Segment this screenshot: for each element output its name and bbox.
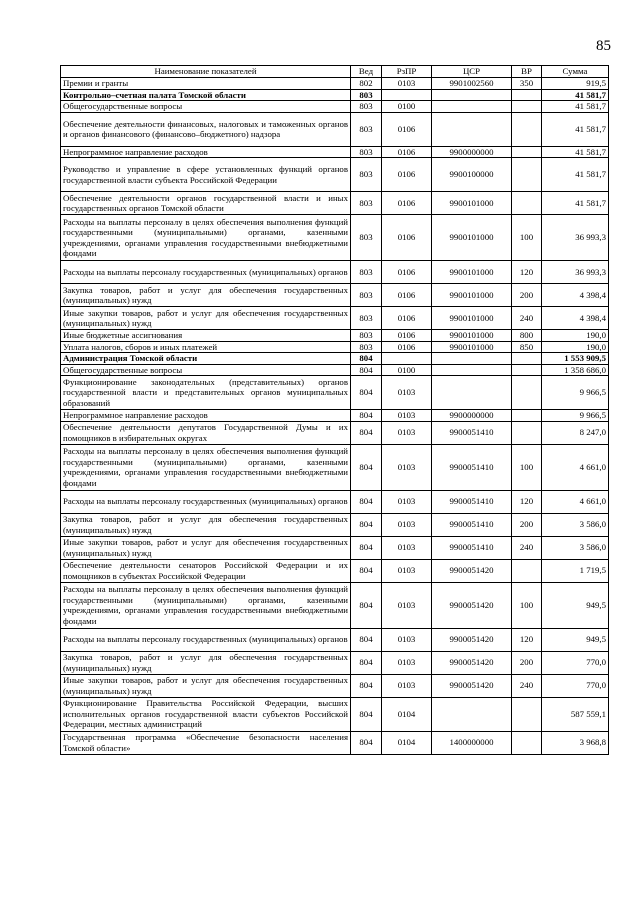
cell-name: Иные бюджетные ассигнования xyxy=(61,330,351,342)
cell-name: Контрольно–счетная палата Томской области xyxy=(61,89,351,101)
table-row xyxy=(61,192,609,215)
cell-ved: 803 xyxy=(351,330,382,342)
table-row xyxy=(61,376,609,410)
header-sum: Сумма xyxy=(542,66,609,78)
cell-vr xyxy=(512,410,542,422)
cell-vr xyxy=(512,101,542,113)
table-header-row xyxy=(61,66,609,78)
cell-csr: 9900101000 xyxy=(432,261,512,284)
cell-sum: 9 966,5 xyxy=(542,376,609,410)
cell-vr: 240 xyxy=(512,307,542,330)
cell-ved: 804 xyxy=(351,376,382,410)
cell-vr: 240 xyxy=(512,674,542,697)
table-row xyxy=(61,307,609,330)
cell-ved: 803 xyxy=(351,215,382,261)
cell-name: Функционирование Правительства Российской Федерации, высших исполнительных органов государственной власти субъектов Российской Федерации, местных администраций xyxy=(61,697,351,731)
cell-sum: 36 993,3 xyxy=(542,215,609,261)
cell-vr: 120 xyxy=(512,261,542,284)
cell-name: Обеспечение деятельности депутатов Государственной Думы и их помощников в избирательных округах xyxy=(61,421,351,444)
cell-name: Закупка товаров, работ и услуг для обеспечения государственных (муниципальных) нужд xyxy=(61,651,351,674)
cell-csr: 1400000000 xyxy=(432,731,512,754)
cell-csr: 9900000000 xyxy=(432,410,512,422)
header-csr: ЦСР xyxy=(432,66,512,78)
table-row xyxy=(61,490,609,513)
cell-sum: 3 586,0 xyxy=(542,513,609,536)
cell-name: Расходы на выплаты персоналу в целях обеспечения выполнения функций государственными (муниципальными) органами, казенными учреждениями, органами управления государственными внебюджетными фондами xyxy=(61,215,351,261)
cell-sum: 949,5 xyxy=(542,582,609,628)
header-ved: Вед xyxy=(351,66,382,78)
cell-ved: 804 xyxy=(351,674,382,697)
cell-vr xyxy=(512,353,542,365)
cell-csr: 9900051410 xyxy=(432,444,512,490)
cell-name: Иные закупки товаров, работ и услуг для обеспечения государственных (муниципальных) нужд xyxy=(61,307,351,330)
cell-ved: 803 xyxy=(351,89,382,101)
cell-csr xyxy=(432,353,512,365)
cell-vr xyxy=(512,731,542,754)
table-row xyxy=(61,89,609,101)
cell-vr xyxy=(512,364,542,376)
table-row xyxy=(61,731,609,754)
cell-vr: 800 xyxy=(512,330,542,342)
cell-name: Общегосударственные вопросы xyxy=(61,364,351,376)
table-row xyxy=(61,513,609,536)
cell-ved: 803 xyxy=(351,307,382,330)
cell-ved: 804 xyxy=(351,513,382,536)
cell-rzpr: 0106 xyxy=(382,341,432,353)
cell-ved: 803 xyxy=(351,112,382,146)
cell-rzpr: 0104 xyxy=(382,731,432,754)
cell-rzpr: 0103 xyxy=(382,421,432,444)
cell-rzpr xyxy=(382,89,432,101)
cell-csr: 9900051420 xyxy=(432,628,512,651)
cell-sum: 41 581,7 xyxy=(542,101,609,113)
cell-rzpr: 0106 xyxy=(382,284,432,307)
cell-ved: 803 xyxy=(351,341,382,353)
cell-rzpr: 0103 xyxy=(382,582,432,628)
cell-sum: 1 719,5 xyxy=(542,559,609,582)
budget-table xyxy=(60,65,609,755)
cell-ved: 804 xyxy=(351,444,382,490)
cell-vr: 100 xyxy=(512,215,542,261)
cell-sum: 770,0 xyxy=(542,651,609,674)
cell-vr xyxy=(512,112,542,146)
header-rzpr: РзПР xyxy=(382,66,432,78)
cell-name: Расходы на выплаты персоналу государственных (муниципальных) органов xyxy=(61,628,351,651)
cell-rzpr xyxy=(382,353,432,365)
cell-sum: 41 581,7 xyxy=(542,192,609,215)
cell-rzpr: 0103 xyxy=(382,444,432,490)
cell-sum: 4 661,0 xyxy=(542,490,609,513)
cell-sum: 4 661,0 xyxy=(542,444,609,490)
table-row xyxy=(61,101,609,113)
cell-csr xyxy=(432,364,512,376)
cell-vr xyxy=(512,421,542,444)
cell-ved: 804 xyxy=(351,410,382,422)
cell-name: Обеспечение деятельности финансовых, налоговых и таможенных органов и органов финансового (финансово–бюджетного) надзора xyxy=(61,112,351,146)
cell-vr xyxy=(512,376,542,410)
cell-ved: 804 xyxy=(351,731,382,754)
table-row xyxy=(61,410,609,422)
cell-rzpr: 0103 xyxy=(382,536,432,559)
cell-rzpr: 0103 xyxy=(382,376,432,410)
table-row xyxy=(61,261,609,284)
cell-csr xyxy=(432,697,512,731)
cell-vr xyxy=(512,192,542,215)
cell-csr: 9900051420 xyxy=(432,651,512,674)
cell-name: Иные закупки товаров, работ и услуг для обеспечения государственных (муниципальных) нужд xyxy=(61,536,351,559)
cell-csr: 9900051420 xyxy=(432,582,512,628)
cell-name: Расходы на выплаты персоналу государственных (муниципальных) органов xyxy=(61,261,351,284)
cell-csr: 9900051410 xyxy=(432,536,512,559)
cell-rzpr: 0106 xyxy=(382,215,432,261)
cell-sum: 587 559,1 xyxy=(542,697,609,731)
table-row xyxy=(61,582,609,628)
cell-vr: 100 xyxy=(512,582,542,628)
cell-ved: 803 xyxy=(351,261,382,284)
cell-rzpr: 0103 xyxy=(382,674,432,697)
cell-csr: 9900051420 xyxy=(432,559,512,582)
cell-sum: 3 968,8 xyxy=(542,731,609,754)
cell-csr xyxy=(432,89,512,101)
cell-vr: 200 xyxy=(512,284,542,307)
cell-vr xyxy=(512,89,542,101)
table-row xyxy=(61,421,609,444)
header-name: Наименование показателей xyxy=(61,66,351,78)
cell-csr xyxy=(432,376,512,410)
cell-vr: 200 xyxy=(512,651,542,674)
cell-name: Функционирование законодательных (представительных) органов государственной власти и представительных органов муниципальных образований xyxy=(61,376,351,410)
cell-name: Иные закупки товаров, работ и услуг для обеспечения государственных (муниципальных) нужд xyxy=(61,674,351,697)
cell-vr: 350 xyxy=(512,78,542,90)
cell-vr: 200 xyxy=(512,513,542,536)
cell-rzpr: 0103 xyxy=(382,559,432,582)
header-vr: ВР xyxy=(512,66,542,78)
table-row xyxy=(61,284,609,307)
cell-csr: 9900101000 xyxy=(432,192,512,215)
cell-sum: 949,5 xyxy=(542,628,609,651)
cell-rzpr: 0106 xyxy=(382,261,432,284)
table-row xyxy=(61,536,609,559)
cell-vr: 240 xyxy=(512,536,542,559)
cell-sum: 41 581,7 xyxy=(542,89,609,101)
cell-ved: 804 xyxy=(351,490,382,513)
cell-vr xyxy=(512,559,542,582)
cell-ved: 803 xyxy=(351,158,382,192)
cell-sum: 41 581,7 xyxy=(542,146,609,158)
cell-rzpr: 0104 xyxy=(382,697,432,731)
cell-name: Уплата налогов, сборов и иных платежей xyxy=(61,341,351,353)
cell-csr xyxy=(432,101,512,113)
table-row xyxy=(61,697,609,731)
table-row xyxy=(61,158,609,192)
cell-rzpr: 0106 xyxy=(382,146,432,158)
cell-sum: 36 993,3 xyxy=(542,261,609,284)
cell-sum: 41 581,7 xyxy=(542,158,609,192)
cell-rzpr: 0100 xyxy=(382,101,432,113)
table-row xyxy=(61,215,609,261)
cell-ved: 804 xyxy=(351,628,382,651)
cell-ved: 803 xyxy=(351,192,382,215)
cell-csr: 9900000000 xyxy=(432,146,512,158)
cell-name: Премии и гранты xyxy=(61,78,351,90)
table-row xyxy=(61,628,609,651)
cell-csr: 9900101000 xyxy=(432,284,512,307)
cell-sum: 9 966,5 xyxy=(542,410,609,422)
cell-ved: 804 xyxy=(351,421,382,444)
cell-rzpr: 0106 xyxy=(382,112,432,146)
cell-ved: 804 xyxy=(351,582,382,628)
cell-ved: 804 xyxy=(351,697,382,731)
cell-sum: 41 581,7 xyxy=(542,112,609,146)
cell-sum: 3 586,0 xyxy=(542,536,609,559)
cell-rzpr: 0103 xyxy=(382,628,432,651)
cell-name: Расходы на выплаты персоналу государственных (муниципальных) органов xyxy=(61,490,351,513)
cell-ved: 804 xyxy=(351,364,382,376)
cell-name: Обеспечение деятельности сенаторов Российской Федерации и их помощников в субъектах Российской Федерации xyxy=(61,559,351,582)
cell-sum: 4 398,4 xyxy=(542,284,609,307)
cell-csr: 9900051410 xyxy=(432,421,512,444)
table-row xyxy=(61,364,609,376)
cell-sum: 770,0 xyxy=(542,674,609,697)
cell-sum: 190,0 xyxy=(542,330,609,342)
cell-ved: 802 xyxy=(351,78,382,90)
page-number: 85 xyxy=(596,38,611,54)
cell-vr: 100 xyxy=(512,444,542,490)
table-body xyxy=(61,78,609,755)
cell-name: Расходы на выплаты персоналу в целях обеспечения выполнения функций государственными (муниципальными) органами, казенными учреждениями, органами управления государственными внебюджетными фондами xyxy=(61,444,351,490)
cell-rzpr: 0103 xyxy=(382,651,432,674)
cell-rzpr: 0106 xyxy=(382,192,432,215)
table-row xyxy=(61,651,609,674)
table-row xyxy=(61,341,609,353)
cell-sum: 1 358 686,0 xyxy=(542,364,609,376)
cell-name: Непрограммное направление расходов xyxy=(61,146,351,158)
cell-rzpr: 0103 xyxy=(382,410,432,422)
cell-rzpr: 0106 xyxy=(382,158,432,192)
cell-vr xyxy=(512,697,542,731)
table-row xyxy=(61,444,609,490)
cell-ved: 803 xyxy=(351,284,382,307)
cell-csr: 9900051410 xyxy=(432,490,512,513)
cell-rzpr: 0103 xyxy=(382,78,432,90)
cell-ved: 804 xyxy=(351,536,382,559)
cell-ved: 803 xyxy=(351,101,382,113)
cell-sum: 8 247,0 xyxy=(542,421,609,444)
cell-rzpr: 0100 xyxy=(382,364,432,376)
cell-name: Расходы на выплаты персоналу в целях обеспечения выполнения функций государственными (муниципальными) органами, казенными учреждениями, органами управления государственными внебюджетными фондами xyxy=(61,582,351,628)
cell-name: Государственная программа «Обеспечение безопасности населения Томской области» xyxy=(61,731,351,754)
cell-ved: 804 xyxy=(351,559,382,582)
cell-ved: 803 xyxy=(351,146,382,158)
table-row xyxy=(61,353,609,365)
cell-rzpr: 0106 xyxy=(382,307,432,330)
cell-csr: 9900101000 xyxy=(432,215,512,261)
cell-vr xyxy=(512,158,542,192)
cell-vr: 850 xyxy=(512,341,542,353)
cell-vr xyxy=(512,146,542,158)
cell-rzpr: 0106 xyxy=(382,330,432,342)
cell-csr: 9900051420 xyxy=(432,674,512,697)
cell-csr: 9900100000 xyxy=(432,158,512,192)
cell-ved: 804 xyxy=(351,651,382,674)
cell-name: Общегосударственные вопросы xyxy=(61,101,351,113)
cell-sum: 1 553 909,5 xyxy=(542,353,609,365)
table-row xyxy=(61,112,609,146)
cell-sum: 4 398,4 xyxy=(542,307,609,330)
table-row xyxy=(61,330,609,342)
table-row xyxy=(61,674,609,697)
cell-name: Закупка товаров, работ и услуг для обеспечения государственных (муниципальных) нужд xyxy=(61,284,351,307)
cell-name: Закупка товаров, работ и услуг для обеспечения государственных (муниципальных) нужд xyxy=(61,513,351,536)
cell-csr xyxy=(432,112,512,146)
cell-ved: 804 xyxy=(351,353,382,365)
cell-sum: 190,0 xyxy=(542,341,609,353)
cell-vr: 120 xyxy=(512,628,542,651)
cell-rzpr: 0103 xyxy=(382,490,432,513)
cell-csr: 9900101000 xyxy=(432,330,512,342)
cell-name: Руководство и управление в сфере установленных функций органов государственной власти субъекта Российской Федерации xyxy=(61,158,351,192)
cell-rzpr: 0103 xyxy=(382,513,432,536)
cell-vr: 120 xyxy=(512,490,542,513)
table-row xyxy=(61,78,609,90)
cell-csr: 9900051410 xyxy=(432,513,512,536)
cell-csr: 9900101000 xyxy=(432,307,512,330)
cell-sum: 919,5 xyxy=(542,78,609,90)
cell-csr: 9901002560 xyxy=(432,78,512,90)
table-row xyxy=(61,146,609,158)
cell-csr: 9900101000 xyxy=(432,341,512,353)
cell-name: Непрограммное направление расходов xyxy=(61,410,351,422)
cell-name: Обеспечение деятельности органов государственной власти и иных государственных органов Томской области xyxy=(61,192,351,215)
table-row xyxy=(61,559,609,582)
cell-name: Администрация Томской области xyxy=(61,353,351,365)
